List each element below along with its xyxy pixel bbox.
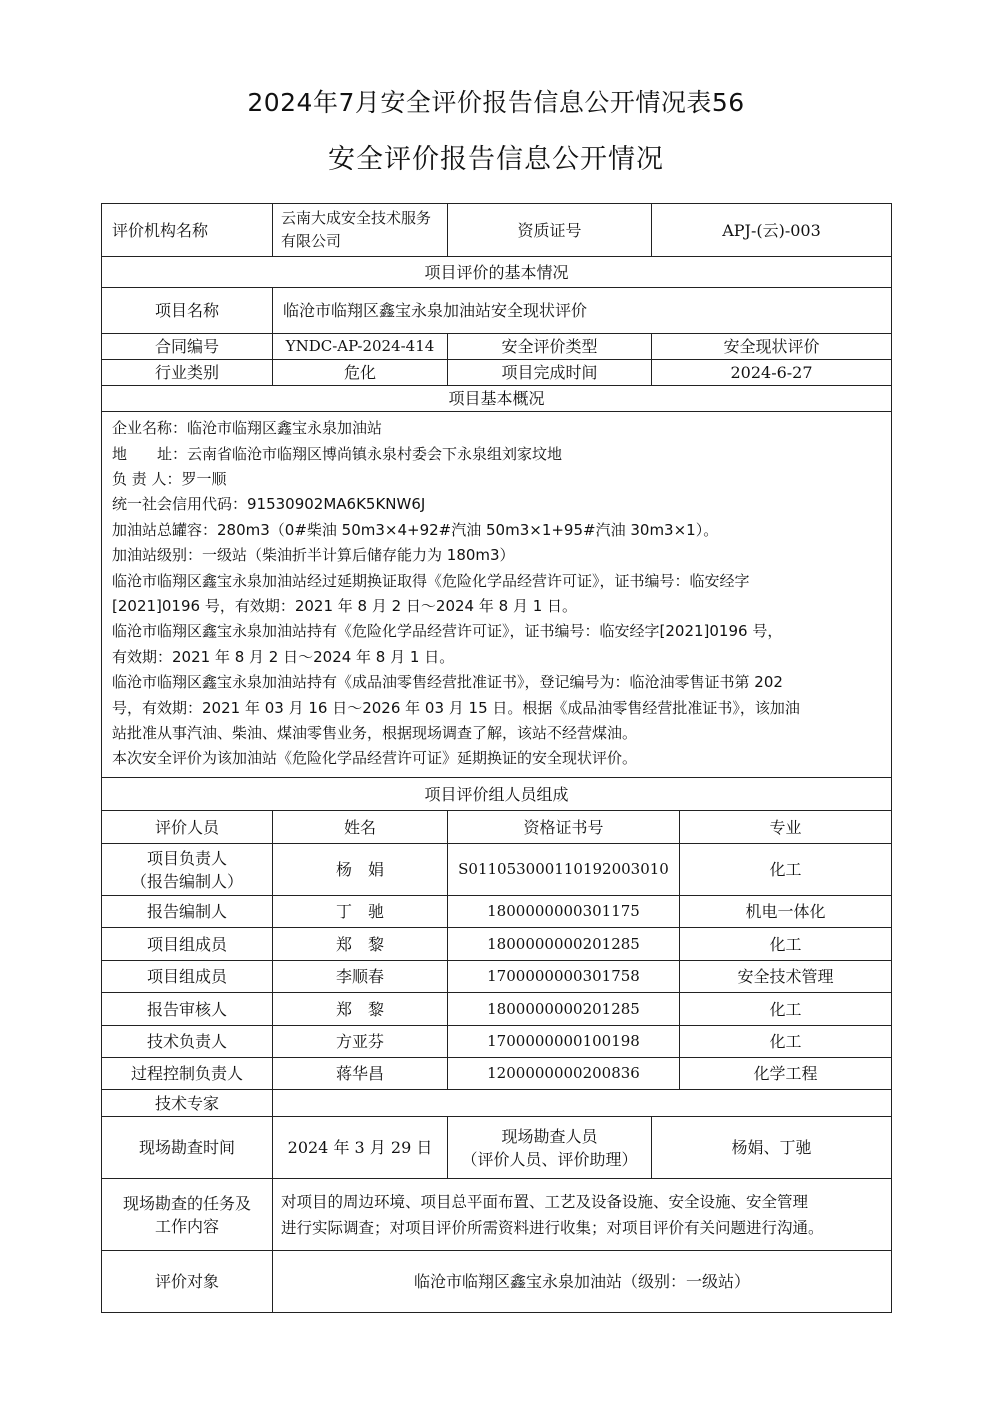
section-title-overview: 项目基本概况 bbox=[102, 386, 892, 412]
object-row bbox=[102, 1251, 892, 1313]
table-row bbox=[102, 844, 892, 896]
overview-line: 统一社会信用代码：91530902MA6K5KNW6J bbox=[112, 495, 426, 514]
overview-line: 临沧市临翔区鑫宝永泉加油站持有《危险化学品经营许可证》，证书编号：临安经字[2021]0196 号， bbox=[112, 622, 783, 641]
cert-label: 资质证号 bbox=[448, 204, 652, 257]
org-label: 评价机构名称 bbox=[102, 204, 273, 257]
team-header: 姓名 bbox=[273, 811, 448, 844]
team-role bbox=[102, 844, 273, 896]
overview-line: 临沧市临翔区鑫宝永泉加油站经过延期换证取得《危险化学品经营许可证》，证书编号：临安经字 bbox=[112, 571, 750, 590]
object-value: 临沧市临翔区鑫宝永泉加油站（级别：一级站） bbox=[273, 1251, 892, 1313]
object-label: 评价对象 bbox=[102, 1251, 273, 1313]
team-role: 项目组成员 bbox=[102, 928, 273, 961]
team-header: 资格证书号 bbox=[448, 811, 680, 844]
overview-line: 加油站总罐容：280m3（0#柴油 50m3×4+92#汽油 50m3×1+95#汽油 30m3×1）。 bbox=[112, 520, 719, 539]
survey-time-label: 现场勘查时间 bbox=[102, 1117, 273, 1179]
org-row bbox=[102, 204, 892, 257]
overview-line: [2021]0196 号，有效期：2021 年 8 月 2 日～2024 年 8 月 1 日。 bbox=[112, 597, 578, 615]
team-cert: 1800000000201285 bbox=[448, 928, 680, 961]
expert-value bbox=[273, 1090, 892, 1117]
team-major: 化工 bbox=[680, 993, 892, 1026]
project-name-value: 临沧市临翔区鑫宝永泉加油站安全现状评价 bbox=[273, 288, 892, 334]
team-role-line: （报告编制人） bbox=[130, 871, 243, 891]
contract-label: 合同编号 bbox=[102, 334, 273, 360]
table-row bbox=[102, 1026, 892, 1058]
team-cert: S011053000110192003010 bbox=[448, 844, 680, 896]
expert-row bbox=[102, 1090, 892, 1117]
table-row bbox=[102, 928, 892, 961]
team-major: 机电一体化 bbox=[680, 896, 892, 928]
task-label bbox=[102, 1179, 273, 1251]
eval-type-label: 安全评价类型 bbox=[448, 334, 652, 360]
section-title-basic: 项目评价的基本情况 bbox=[102, 257, 892, 288]
team-name: 丁 驰 bbox=[273, 896, 448, 928]
industry-label: 行业类别 bbox=[102, 360, 273, 386]
team-major: 化学工程 bbox=[680, 1058, 892, 1090]
table-row bbox=[102, 1058, 892, 1090]
finish-value: 2024-6-27 bbox=[652, 360, 892, 386]
team-header: 专业 bbox=[680, 811, 892, 844]
survey-time-value: 2024 年 3 月 29 日 bbox=[273, 1117, 448, 1179]
team-name: 方亚芬 bbox=[273, 1026, 448, 1058]
task-label-line: 工作内容 bbox=[154, 1216, 219, 1236]
team-name: 李顺春 bbox=[273, 961, 448, 993]
team-name: 郑 黎 bbox=[273, 993, 448, 1026]
contract-row bbox=[102, 334, 892, 360]
industry-value: 危化 bbox=[273, 360, 448, 386]
task-row bbox=[102, 1179, 892, 1251]
org-value: 云南大成安全技术服务有限公司 bbox=[273, 204, 448, 257]
team-cert: 1200000000200836 bbox=[448, 1058, 680, 1090]
task-content bbox=[273, 1179, 892, 1251]
project-name-label: 项目名称 bbox=[102, 288, 273, 334]
eval-type-value: 安全现状评价 bbox=[652, 334, 892, 360]
team-major: 化工 bbox=[680, 928, 892, 961]
overview-line: 加油站级别：一级站（柴油折半计算后储存能力为 180m3） bbox=[112, 546, 515, 565]
team-name: 杨 娟 bbox=[273, 844, 448, 896]
team-name: 蒋华昌 bbox=[273, 1058, 448, 1090]
team-header-row bbox=[102, 811, 892, 844]
survey-staff-label-line: 现场勘查人员 bbox=[501, 1126, 598, 1146]
disclosure-table bbox=[101, 203, 892, 1313]
overview-line: 有效期：2021 年 8 月 2 日～2024 年 8 月 1 日。 bbox=[112, 647, 455, 666]
team-role-line: 项目负责人 bbox=[146, 848, 227, 868]
team-name: 郑 黎 bbox=[273, 928, 448, 961]
survey-staff-value: 杨娟、丁驰 bbox=[652, 1117, 892, 1179]
document-subtitle: 安全评价报告信息公开情况 bbox=[328, 144, 664, 175]
team-major: 化工 bbox=[680, 844, 892, 896]
overview-line: 地 址：云南省临沧市临翔区博尚镇永泉村委会下永泉组刘家坟地 bbox=[112, 444, 563, 463]
finish-label: 项目完成时间 bbox=[448, 360, 652, 386]
document-title: 2024年7月安全评价报告信息公开情况表56 bbox=[247, 88, 745, 117]
contract-value: YNDC-AP-2024-414 bbox=[273, 334, 448, 360]
expert-label: 技术专家 bbox=[102, 1090, 273, 1117]
overview-line: 负 责 人：罗一顺 bbox=[112, 469, 227, 488]
overview-line: 临沧市临翔区鑫宝永泉加油站持有《成品油零售经营批准证书》，登记编号为：临沧油零售证书第 202 bbox=[112, 673, 783, 692]
table-row bbox=[102, 896, 892, 928]
survey-staff-label bbox=[448, 1117, 652, 1179]
team-cert: 1700000000301758 bbox=[448, 961, 680, 993]
overview-line: 本次安全评价为该加油站《危险化学品经营许可证》延期换证的安全现状评价。 bbox=[112, 749, 638, 768]
table-row bbox=[102, 993, 892, 1026]
task-label-line: 现场勘查的任务及 bbox=[122, 1193, 251, 1213]
team-major: 化工 bbox=[680, 1026, 892, 1058]
task-content-line: 对项目的周边环境、项目总平面布置、工艺及设备设施、安全设施、安全管理 bbox=[281, 1192, 809, 1211]
overview-text bbox=[102, 412, 892, 778]
survey-row bbox=[102, 1117, 892, 1179]
team-cert: 1700000000100198 bbox=[448, 1026, 680, 1058]
section-title-team: 项目评价组人员组成 bbox=[102, 778, 892, 811]
team-role: 报告审核人 bbox=[102, 993, 273, 1026]
team-role: 过程控制负责人 bbox=[102, 1058, 273, 1090]
team-role: 报告编制人 bbox=[102, 896, 273, 928]
task-content-line: 进行实际调查；对项目评价所需资料进行收集；对项目评价有关问题进行沟通。 bbox=[281, 1218, 824, 1237]
table-row bbox=[102, 961, 892, 993]
survey-staff-label-line: （评价人员、评价助理） bbox=[461, 1149, 638, 1169]
project-name-row bbox=[102, 288, 892, 334]
overview-line: 站批准从事汽油、柴油、煤油零售业务，根据现场调查了解，该站不经营煤油。 bbox=[112, 724, 638, 743]
overview-line: 号，有效期：2021 年 03 月 16 日～2026 年 03 月 15 日。根据《成品油零售经营批准证书》，该加油 bbox=[112, 698, 800, 717]
team-role: 项目组成员 bbox=[102, 961, 273, 993]
team-major: 安全技术管理 bbox=[680, 961, 892, 993]
team-header: 评价人员 bbox=[102, 811, 273, 844]
team-cert: 1800000000201285 bbox=[448, 993, 680, 1026]
industry-row bbox=[102, 360, 892, 386]
team-cert: 1800000000301175 bbox=[448, 896, 680, 928]
overview-line: 企业名称：临沧市临翔区鑫宝永泉加油站 bbox=[112, 419, 383, 438]
team-role: 技术负责人 bbox=[102, 1026, 273, 1058]
cert-value: APJ-(云)-003 bbox=[652, 204, 892, 257]
